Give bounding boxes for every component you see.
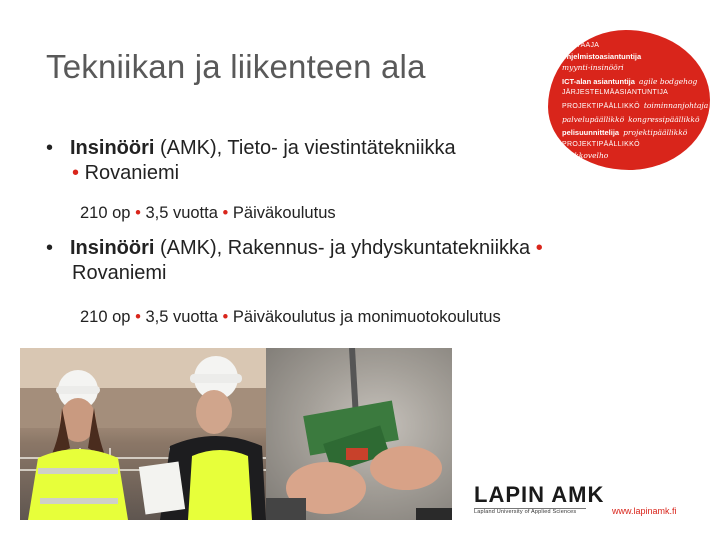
separator-dot: •: [535, 237, 543, 259]
soldering-photo: [266, 348, 452, 520]
degree-prefix: Insinööri: [70, 137, 155, 159]
program-location-line: [72, 261, 166, 286]
program-location: Rovaniemi: [84, 162, 180, 184]
separator-dot: •: [135, 204, 141, 222]
badge-line: projektipäällikkö: [623, 128, 688, 138]
career-titles-badge: [548, 30, 710, 170]
badge-line: myynti-insinööri: [562, 63, 624, 73]
separator-dot: •: [72, 162, 80, 184]
badge-line: pelisuunnittelija: [562, 128, 620, 138]
soldering-scene: [266, 348, 452, 520]
program-item-ict: [46, 136, 546, 161]
duration: 3,5 vuotta: [145, 308, 218, 326]
logo-tagline: Lapland University of Applied Sciences: [474, 509, 577, 515]
construction-scene: [20, 348, 266, 520]
program-details: [80, 204, 336, 223]
website-link[interactable]: www.lapinamk.fi: [612, 506, 677, 516]
lapin-amk-logo: [474, 484, 604, 515]
program-item-construction: [46, 236, 696, 261]
study-mode: Päiväkoulutus ja monimuotokoulutus: [232, 308, 501, 326]
program-name: (AMK), Tieto- ja viestintätekniikka: [154, 137, 456, 159]
program-location: Rovaniemi: [72, 262, 167, 284]
slide-title: Tekniikan ja liikenteen ala: [46, 48, 426, 85]
badge-line: palvelupäällikkö: [562, 115, 625, 125]
badge-line: ICT-alan asiantuntija: [562, 76, 635, 86]
badge-line: PROJEKTIPÄÄLLIKKÖ: [562, 140, 640, 148]
bullet-icon: •: [46, 137, 54, 159]
degree-prefix: Insinööri: [70, 237, 155, 259]
badge-line: toiminnanjohtaja: [643, 101, 709, 111]
separator-dot: •: [222, 204, 229, 222]
badge-line: ohjelmistoasiantuntija: [562, 52, 642, 62]
logo-wordmark: LAPIN AMK: [474, 482, 605, 507]
credits: 210 op: [80, 204, 131, 222]
badge-line: kongressipäällikkö: [628, 115, 700, 125]
program-details: [80, 308, 501, 327]
study-mode: Päiväkoulutus: [232, 204, 336, 222]
separator-dot: •: [222, 308, 229, 326]
credits: 210 op: [80, 308, 131, 326]
badge-line: PROJEKTIPÄÄLLIKKÖ: [562, 103, 640, 111]
duration: 3,5 vuotta: [145, 204, 218, 222]
badge-line: JÄRJESTELMÄASIANTUNTIJA: [562, 88, 669, 96]
badge-line: agile bodgehog: [638, 76, 698, 86]
bullet-icon: •: [46, 237, 54, 259]
logo-divider: [474, 508, 586, 509]
separator-dot: •: [135, 308, 141, 326]
construction-students-photo: [20, 348, 266, 520]
program-name: (AMK), Rakennus- ja yhdyskuntatekniikka: [154, 237, 531, 259]
program-location-line: [72, 161, 179, 186]
badge-line: TESTAAJA: [562, 42, 600, 49]
badge-line: verkkovelho: [562, 150, 609, 160]
